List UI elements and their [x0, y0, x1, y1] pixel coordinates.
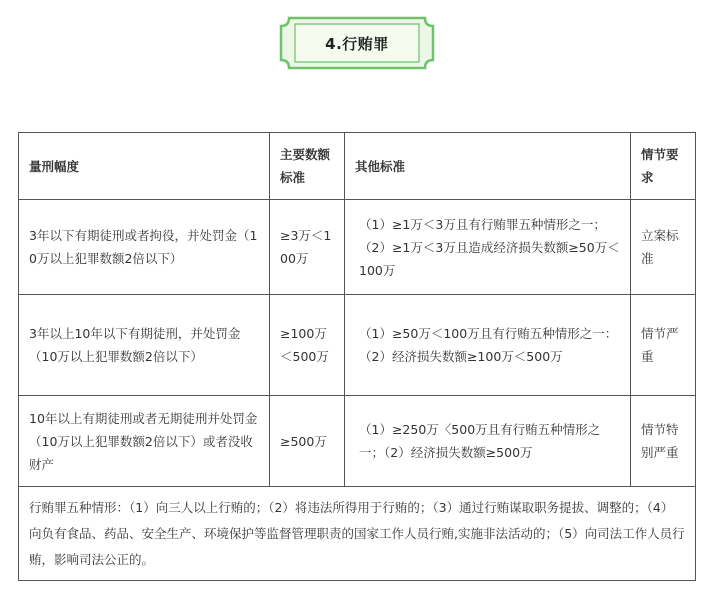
- table-row: [19, 200, 696, 295]
- cell-circumstance: 立案标准: [631, 200, 696, 295]
- cell-other: （1）≥250万〈500万且有行贿五种情形之一；（2）经济损失数额≥500万: [345, 396, 631, 487]
- title-banner: [277, 14, 437, 72]
- table-row: [19, 295, 696, 396]
- cell-amount: ≥100万＜500万: [270, 295, 345, 396]
- table-note-row: [19, 487, 696, 581]
- cell-sentence: 10年以上有期徒刑或者无期徒刑并处罚金（10万以上犯罪数额2倍以下）或者没收财产: [19, 396, 270, 487]
- cell-circumstance: 情节严重: [631, 295, 696, 396]
- five-circumstances-note: 行贿罪五种情形：（1）向三人以上行贿的；（2）将违法所得用于行贿的；（3）通过行贿谋取职务提拔、调整的；（4）向负有食品、药品、安全生产、环境保护等监督管理职责的国家工作人员行贿,实施非法活动的；（5）向司法工作人员行贿，影响司法公正的。: [19, 487, 696, 581]
- page-title: 4.行贿罪: [325, 34, 389, 53]
- table-header-row: [19, 133, 696, 200]
- cell-amount: ≥3万＜100万: [270, 200, 345, 295]
- header-other: 其他标准: [345, 133, 631, 200]
- header-amount: 主要数额标准: [270, 133, 345, 200]
- cell-other: （1）≥50万＜100万且有行贿五种情形之一：（2）经济损失数额≥100万＜500万: [345, 295, 631, 396]
- cell-sentence: 3年以下有期徒刑或者拘役，并处罚金（10万以上犯罪数额2倍以下）: [19, 200, 270, 295]
- cell-other: （1）≥1万＜3万且有行贿罪五种情形之一；（2）≥1万＜3万且造成经济损失数额≥50万＜100万: [345, 200, 631, 295]
- sentencing-table: [18, 132, 696, 581]
- header-sentence: 量刑幅度: [19, 133, 270, 200]
- cell-circumstance: 情节特别严重: [631, 396, 696, 487]
- table-row: [19, 396, 696, 487]
- header-circumstance: 情节要求: [631, 133, 696, 200]
- cell-sentence: 3年以上10年以下有期徒刑，并处罚金（10万以上犯罪数额2倍以下）: [19, 295, 270, 396]
- cell-amount: ≥500万: [270, 396, 345, 487]
